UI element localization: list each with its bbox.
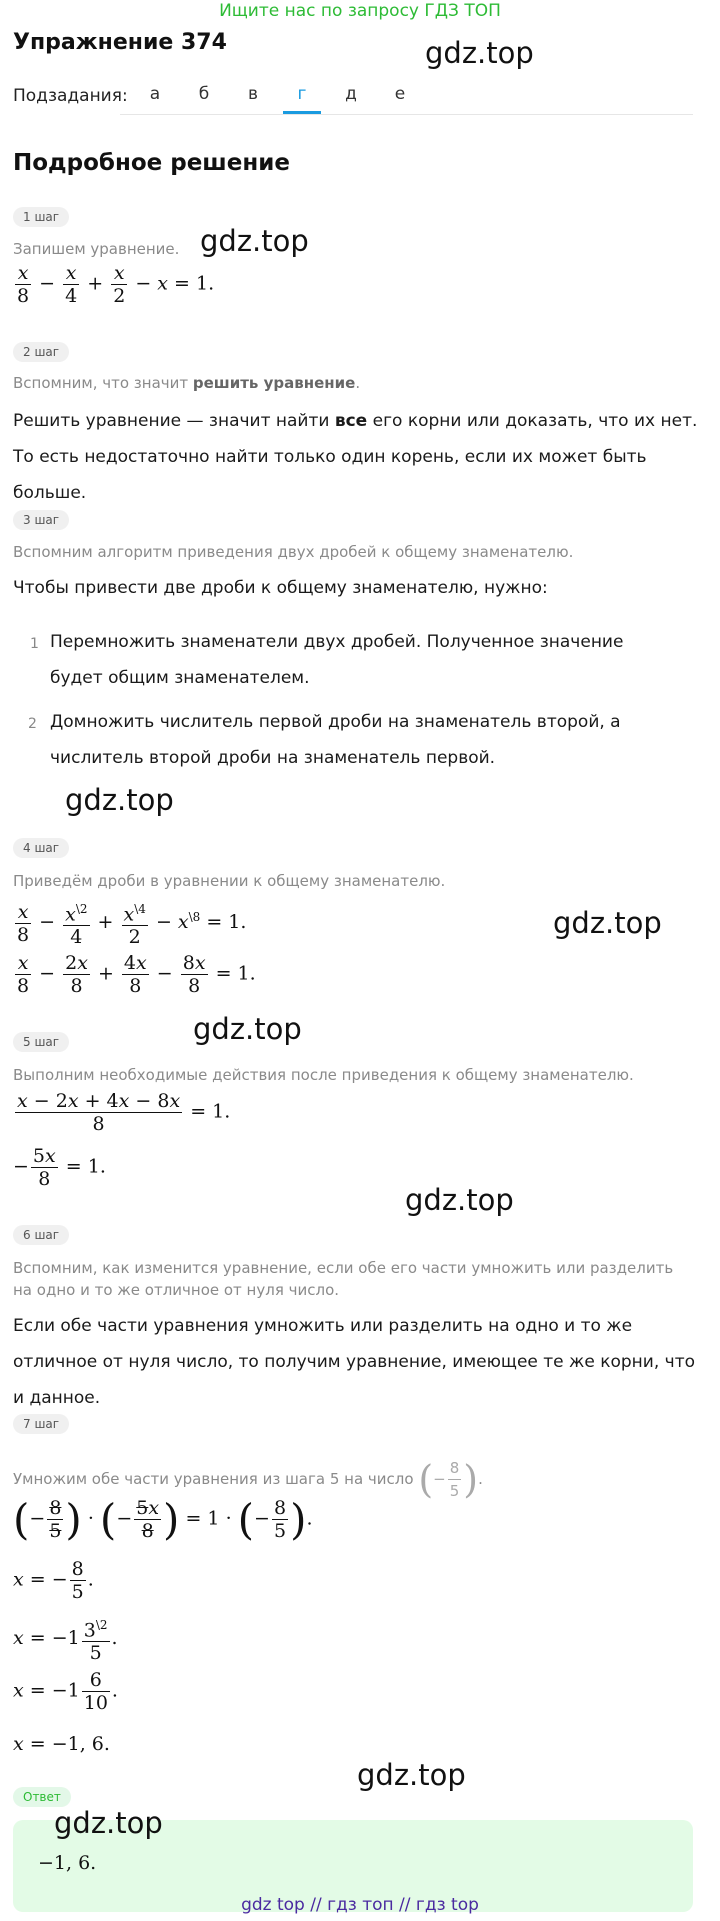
watermark: gdz.top bbox=[65, 783, 174, 817]
tab-d[interactable]: д bbox=[345, 84, 357, 104]
exercise-title: Упражнение 374 bbox=[13, 30, 227, 55]
section-title: Подробное решение bbox=[13, 150, 290, 176]
step-hint: Вспомним, как изменится уравнение, если обе его части умножить или разделить на одно и то же отличное от нуля число. bbox=[13, 1259, 674, 1299]
equation: (− $\frac{8}{5}$ ) · (− $\frac{5x}{8}$ ) = 1 · (− $\frac{8}{5}$ ). bbox=[13, 1495, 313, 1544]
step-text: Если обе части уравнения умножить или разделить на одно и то же отличное от нуля число, то получим уравнение, имеющее те же корни, что и данное. bbox=[13, 1316, 695, 1408]
answer-badge: Ответ bbox=[13, 1787, 71, 1807]
step-badge: 3 шаг bbox=[13, 510, 69, 530]
tab-b[interactable]: б bbox=[198, 84, 210, 104]
watermark: gdz.top bbox=[54, 1806, 163, 1840]
step-hint: Выполним необходимые действия после приведения к общему знаменателю. bbox=[13, 1066, 634, 1084]
equation: $\frac{x}{8}$ − $\frac{2x}{8}$ + $\frac{4x}{8}$ − $\frac{8x}{8}$ = 1. bbox=[17, 952, 256, 997]
step-text: Решить уравнение — значит найти все его корни или доказать, что их нет. То есть недостаточно найти только один корень, если их может быть больше. bbox=[13, 411, 698, 503]
answer-value: −1, 6. bbox=[38, 1852, 97, 1874]
step-hint: Вспомним, что значит решить уравнение. bbox=[13, 374, 361, 392]
tab-e[interactable]: е bbox=[394, 84, 406, 104]
step-badge: 1 шаг bbox=[13, 207, 69, 227]
equation: $\frac{x}{8}$ − $\frac{x}{4}$ + $\frac{x}{2}$ − x = 1. bbox=[17, 262, 215, 307]
equation: − $\frac{5x}{8}$ = 1. bbox=[13, 1145, 106, 1190]
watermark: gdz.top bbox=[405, 1183, 514, 1217]
watermark: gdz.top bbox=[193, 1012, 302, 1046]
step-badge: 5 шаг bbox=[13, 1032, 69, 1052]
step-badge: 7 шаг bbox=[13, 1414, 69, 1434]
step-hint: Умножим обе части уравнения из шага 5 на число (− $\frac{8}{5}$ ). bbox=[13, 1457, 483, 1502]
list-number: 1 bbox=[30, 636, 39, 652]
step-badge: 4 шаг bbox=[13, 838, 69, 858]
list-number: 2 bbox=[28, 716, 37, 732]
equation: $\frac{x - 2x + 4x - 8x}{8}$ = 1. bbox=[17, 1090, 231, 1135]
tab-a[interactable]: а bbox=[149, 84, 161, 104]
step-hint: Запишем уравнение. bbox=[13, 240, 180, 258]
watermark: gdz.top bbox=[357, 1758, 466, 1792]
watermark: gdz.top bbox=[553, 906, 662, 940]
watermark: gdz.top bbox=[200, 224, 309, 258]
equation: $\frac{x}{8}$ − $\frac{x^{\backslash 2}}{4}$ + $\frac{x^{\backslash 4}}{2}$ − $x^{\backslash 8} = 1$. bbox=[17, 900, 247, 949]
active-tab-indicator bbox=[283, 111, 321, 114]
step-text: Чтобы привести две дроби к общему знаменателю, нужно: bbox=[13, 578, 548, 598]
equation: x = −1, 6. bbox=[13, 1733, 110, 1755]
step-hint: Приведём дроби в уравнении к общему знаменателю. bbox=[13, 872, 446, 890]
top-banner[interactable]: Ищите нас по запросу ГДЗ ТОП bbox=[219, 1, 501, 21]
subtasks-label: Подзадания: bbox=[13, 86, 128, 106]
list-item: Перемножить знаменатели двух дробей. Полученное значение будет общим знаменателем. bbox=[50, 632, 624, 688]
equation: x = −1 $\frac{3^{\backslash 2}}{5}$ . bbox=[13, 1618, 118, 1665]
list-item: Домножить числитель первой дроби на знаменатель второй, а числитель второй дроби на знаменатель первой. bbox=[50, 712, 621, 768]
step-badge: 6 шаг bbox=[13, 1225, 69, 1245]
step-badge: 2 шаг bbox=[13, 342, 69, 362]
equation: x = − $\frac{8}{5}$ . bbox=[13, 1558, 94, 1603]
tabs-divider bbox=[120, 114, 693, 115]
tab-g[interactable]: г bbox=[297, 84, 307, 104]
tab-v[interactable]: в bbox=[247, 84, 259, 104]
watermark: gdz.top bbox=[425, 36, 534, 70]
step-hint: Вспомним алгоритм приведения двух дробей к общему знаменателю. bbox=[13, 543, 574, 561]
equation: x = −1 $\frac{6}{10}$ . bbox=[13, 1669, 118, 1714]
bottom-links[interactable]: gdz top // гдз топ // гдз top bbox=[241, 1895, 479, 1915]
